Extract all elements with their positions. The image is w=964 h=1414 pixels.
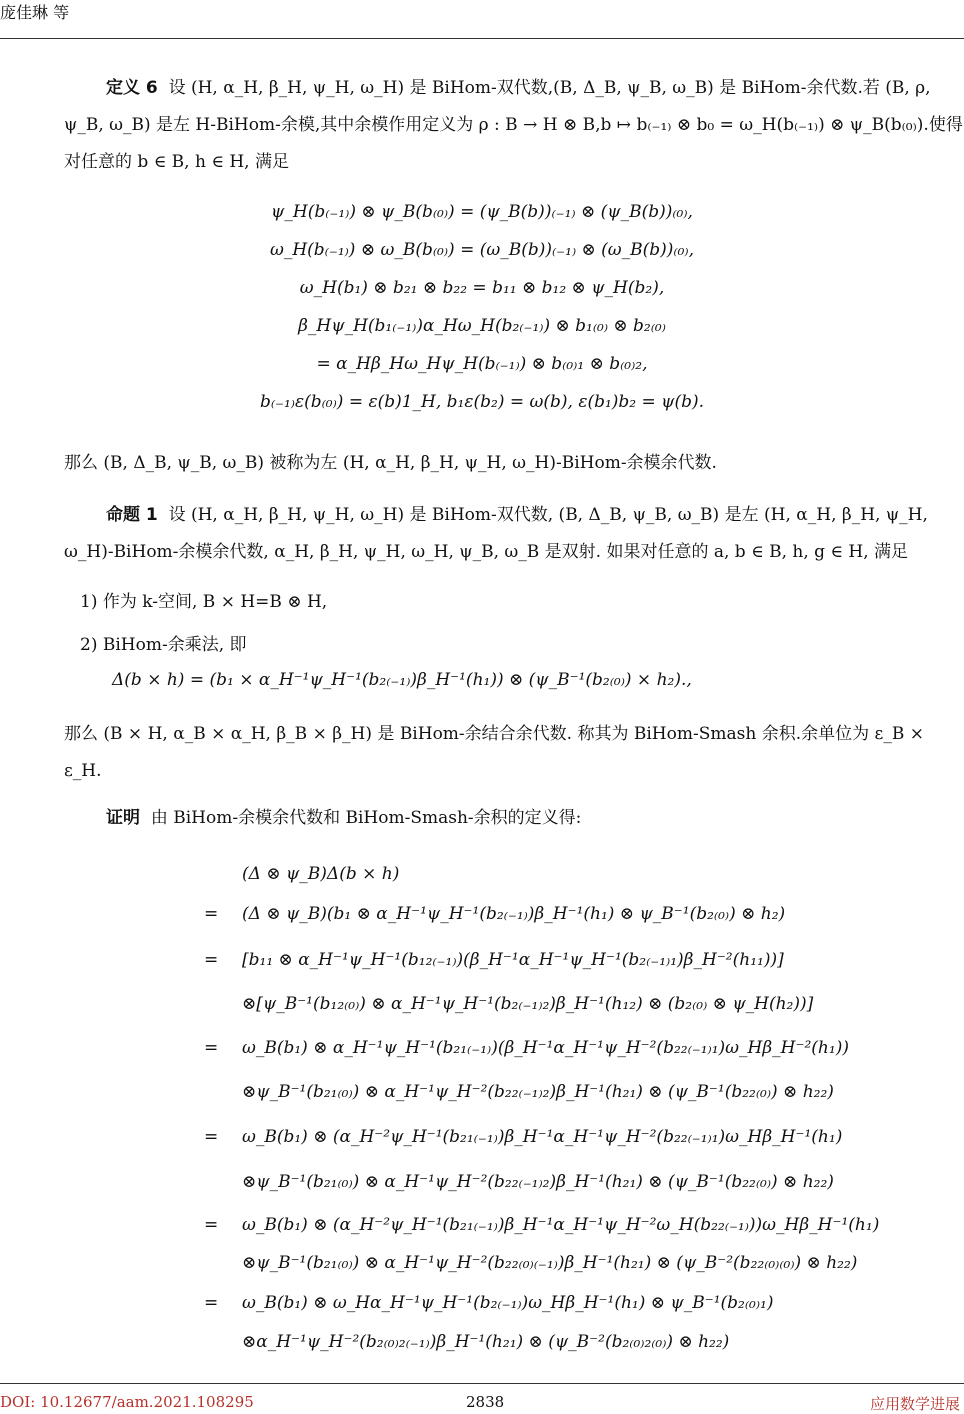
proof-line-2: (Δ ⊗ ψ_B)(b₁ ⊗ α_H⁻¹ψ_H⁻¹(b₂₍₋₁₎)β_H⁻¹(h₁) ⊗ ψ_B⁻¹(b₂₍₀₎) ⊗ h₂) (242, 904, 786, 924)
proposition-text: 设 (H, α_H, β_H, ψ_H, ω_H) 是 BiHom-双代数, (B, Δ_B, ψ_B, ω_B) 是左 (H, α_H, β_H, ψ_H, ω_H)-BiHom-余模余代数, α_H, β_H, ψ_H, ω_H, ψ_B, ω_B 是双射. 如果对任意的 a, b ∈ B, h, g ∈ H, 满足 (64, 505, 928, 562)
definition-paragraph (64, 70, 964, 181)
proof-eq-sign-4: = (204, 1127, 219, 1147)
header-rule (0, 38, 964, 39)
proposition-label: 命题 1 (106, 505, 158, 525)
definition-equation-2: ω_H(b₍₋₁₎) ⊗ ω_B(b₍₀₎) = (ω_B(b))₍₋₁₎ ⊗ (ω_B(b))₍₀₎, (269, 240, 695, 260)
proposition-item-1: 1) 作为 k-空间, B × H=B ⊗ H, (80, 592, 328, 612)
definition-equation-1: ψ_H(b₍₋₁₎) ⊗ ψ_B(b₍₀₎) = (ψ_B(b))₍₋₁₎ ⊗ (ψ_B(b))₍₀₎, (271, 202, 693, 222)
proposition-coproduct: Δ(b × h) = (b₁ × α_H⁻¹ψ_H⁻¹(b₂₍₋₁₎)β_H⁻¹(h₁)) ⊗ (ψ_B⁻¹(b₂₍₀₎) × h₂)., (112, 670, 692, 690)
proof-line-12: ⊗α_H⁻¹ψ_H⁻²(b₂₍₀₎₂₍₋₁₎)β_H⁻¹(h₂₁) ⊗ (ψ_B⁻²(b₂₍₀₎₂₍₀₎) ⊗ h₂₂) (242, 1332, 730, 1352)
footer-doi-link[interactable]: DOI: 10.12677/aam.2021.108295 (0, 1393, 254, 1411)
proof-line-4: ⊗[ψ_B⁻¹(b₁₂₍₀₎) ⊗ α_H⁻¹ψ_H⁻¹(b₂₍₋₁₎₂)β_H⁻¹(h₁₂) ⊗ (b₂₍₀₎ ⊗ ψ_H(h₂))] (242, 994, 814, 1014)
proof-label: 证明 (106, 808, 140, 828)
footer-page-number: 2838 (466, 1393, 505, 1411)
proof-eq-sign-6: = (204, 1293, 219, 1313)
proof-eq-sign-3: = (204, 1038, 219, 1058)
proposition-paragraph (64, 497, 964, 571)
proof-line-3: [b₁₁ ⊗ α_H⁻¹ψ_H⁻¹(b₁₂₍₋₁₎)(β_H⁻¹α_H⁻¹ψ_H⁻¹(b₂₍₋₁₎₁)β_H⁻²(h₁₁))] (242, 950, 784, 970)
definition-equation-4: β_Hψ_H(b₁₍₋₁₎)α_Hω_H(b₂₍₋₁₎) ⊗ b₁₍₀₎ ⊗ b₂₍₀₎ (298, 316, 666, 336)
proof-eq-sign-1: = (204, 904, 219, 924)
page-header (0, 0, 964, 40)
header-author: 庞佳琳 等 (0, 3, 70, 22)
proof-text: 由 BiHom-余模余代数和 BiHom-Smash-余积的定义得: (150, 808, 582, 828)
proof-line-11: ω_B(b₁) ⊗ ω_Hα_H⁻¹ψ_H⁻¹(b₂₍₋₁₎)ω_Hβ_H⁻¹(h₁) ⊗ ψ_B⁻¹(b₂₍₀₎₁) (242, 1293, 774, 1313)
proof-line-10: ⊗ψ_B⁻¹(b₂₁₍₀₎) ⊗ α_H⁻¹ψ_H⁻²(b₂₂₍₀₎₍₋₁₎)β_H⁻¹(h₂₁) ⊗ (ψ_B⁻²(b₂₂₍₀₎₍₀₎) ⊗ h₂₂) (242, 1253, 858, 1273)
proof-eq-sign-5: = (204, 1215, 219, 1235)
proof-line-6: ⊗ψ_B⁻¹(b₂₁₍₀₎) ⊗ α_H⁻¹ψ_H⁻²(b₂₂₍₋₁₎₂)β_H⁻¹(h₂₁) ⊗ (ψ_B⁻¹(b₂₂₍₀₎) ⊗ h₂₂) (242, 1082, 834, 1102)
definition-equation-5: = α_Hβ_Hω_Hψ_H(b₍₋₁₎) ⊗ b₍₀₎₁ ⊗ b₍₀₎₂, (316, 354, 648, 374)
proof-eq-sign-2: = (204, 950, 219, 970)
footer-rule (0, 1383, 964, 1384)
definition-label: 定义 6 (106, 78, 158, 98)
proof-line-1: (Δ ⊗ ψ_B)Δ(b × h) (242, 864, 400, 884)
proposition-conclusion: 那么 (B × H, α_B × α_H, β_B × β_H) 是 BiHom-余结合余代数. 称其为 BiHom-Smash 余积.余单位为 ε_B × ε_H. (64, 724, 924, 781)
definition-text: 设 (H, α_H, β_H, ψ_H, ω_H) 是 BiHom-双代数,(B, Δ_B, ψ_B, ω_B) 是 BiHom-余代数.若 (B, ρ, ψ_B, ω_B) 是左 H-BiHom-余模,其中余模作用定义为 ρ : B → H ⊗ B,b ↦ b₍₋₁₎ ⊗ b₀ = ω_H(b₍₋₁₎) ⊗ ψ_B(b₍₀₎).使得对任意的 b ∈ B, h ∈ H, 满足 (64, 78, 963, 172)
proof-paragraph (64, 800, 964, 837)
proof-line-5: ω_B(b₁) ⊗ α_H⁻¹ψ_H⁻¹(b₂₁₍₋₁₎)(β_H⁻¹α_H⁻¹ψ_H⁻²(b₂₂₍₋₁₎₁)ω_Hβ_H⁻²(h₁)) (242, 1038, 849, 1058)
proof-line-9: ω_B(b₁) ⊗ (α_H⁻²ψ_H⁻¹(b₂₁₍₋₁₎)β_H⁻¹α_H⁻¹ψ_H⁻²ω_H(b₂₂₍₋₁₎))ω_Hβ_H⁻¹(h₁) (242, 1215, 880, 1235)
definition-equation-3: ω_H(b₁) ⊗ b₂₁ ⊗ b₂₂ = b₁₁ ⊗ b₁₂ ⊗ ψ_H(b₂), (299, 278, 665, 298)
definition-conclusion: 那么 (B, Δ_B, ψ_B, ω_B) 被称为左 (H, α_H, β_H, ψ_H, ω_H)-BiHom-余模余代数. (64, 453, 717, 473)
proposition-item-2: 2) BiHom-余乘法, 即 (80, 635, 247, 655)
proof-line-7: ω_B(b₁) ⊗ (α_H⁻²ψ_H⁻¹(b₂₁₍₋₁₎)β_H⁻¹α_H⁻¹ψ_H⁻²(b₂₂₍₋₁₎₁)ω_Hβ_H⁻¹(h₁) (242, 1127, 843, 1147)
footer-journal-link[interactable]: 应用数学进展 (869, 1395, 960, 1413)
proof-line-8: ⊗ψ_B⁻¹(b₂₁₍₀₎) ⊗ α_H⁻¹ψ_H⁻²(b₂₂₍₋₁₎₂)β_H⁻¹(h₂₁) ⊗ (ψ_B⁻¹(b₂₂₍₀₎) ⊗ h₂₂) (242, 1172, 834, 1192)
definition-equation-6: b₍₋₁₎ε(b₍₀₎) = ε(b)1_H, b₁ε(b₂) = ω(b), ε(b₁)b₂ = ψ(b). (259, 392, 705, 412)
